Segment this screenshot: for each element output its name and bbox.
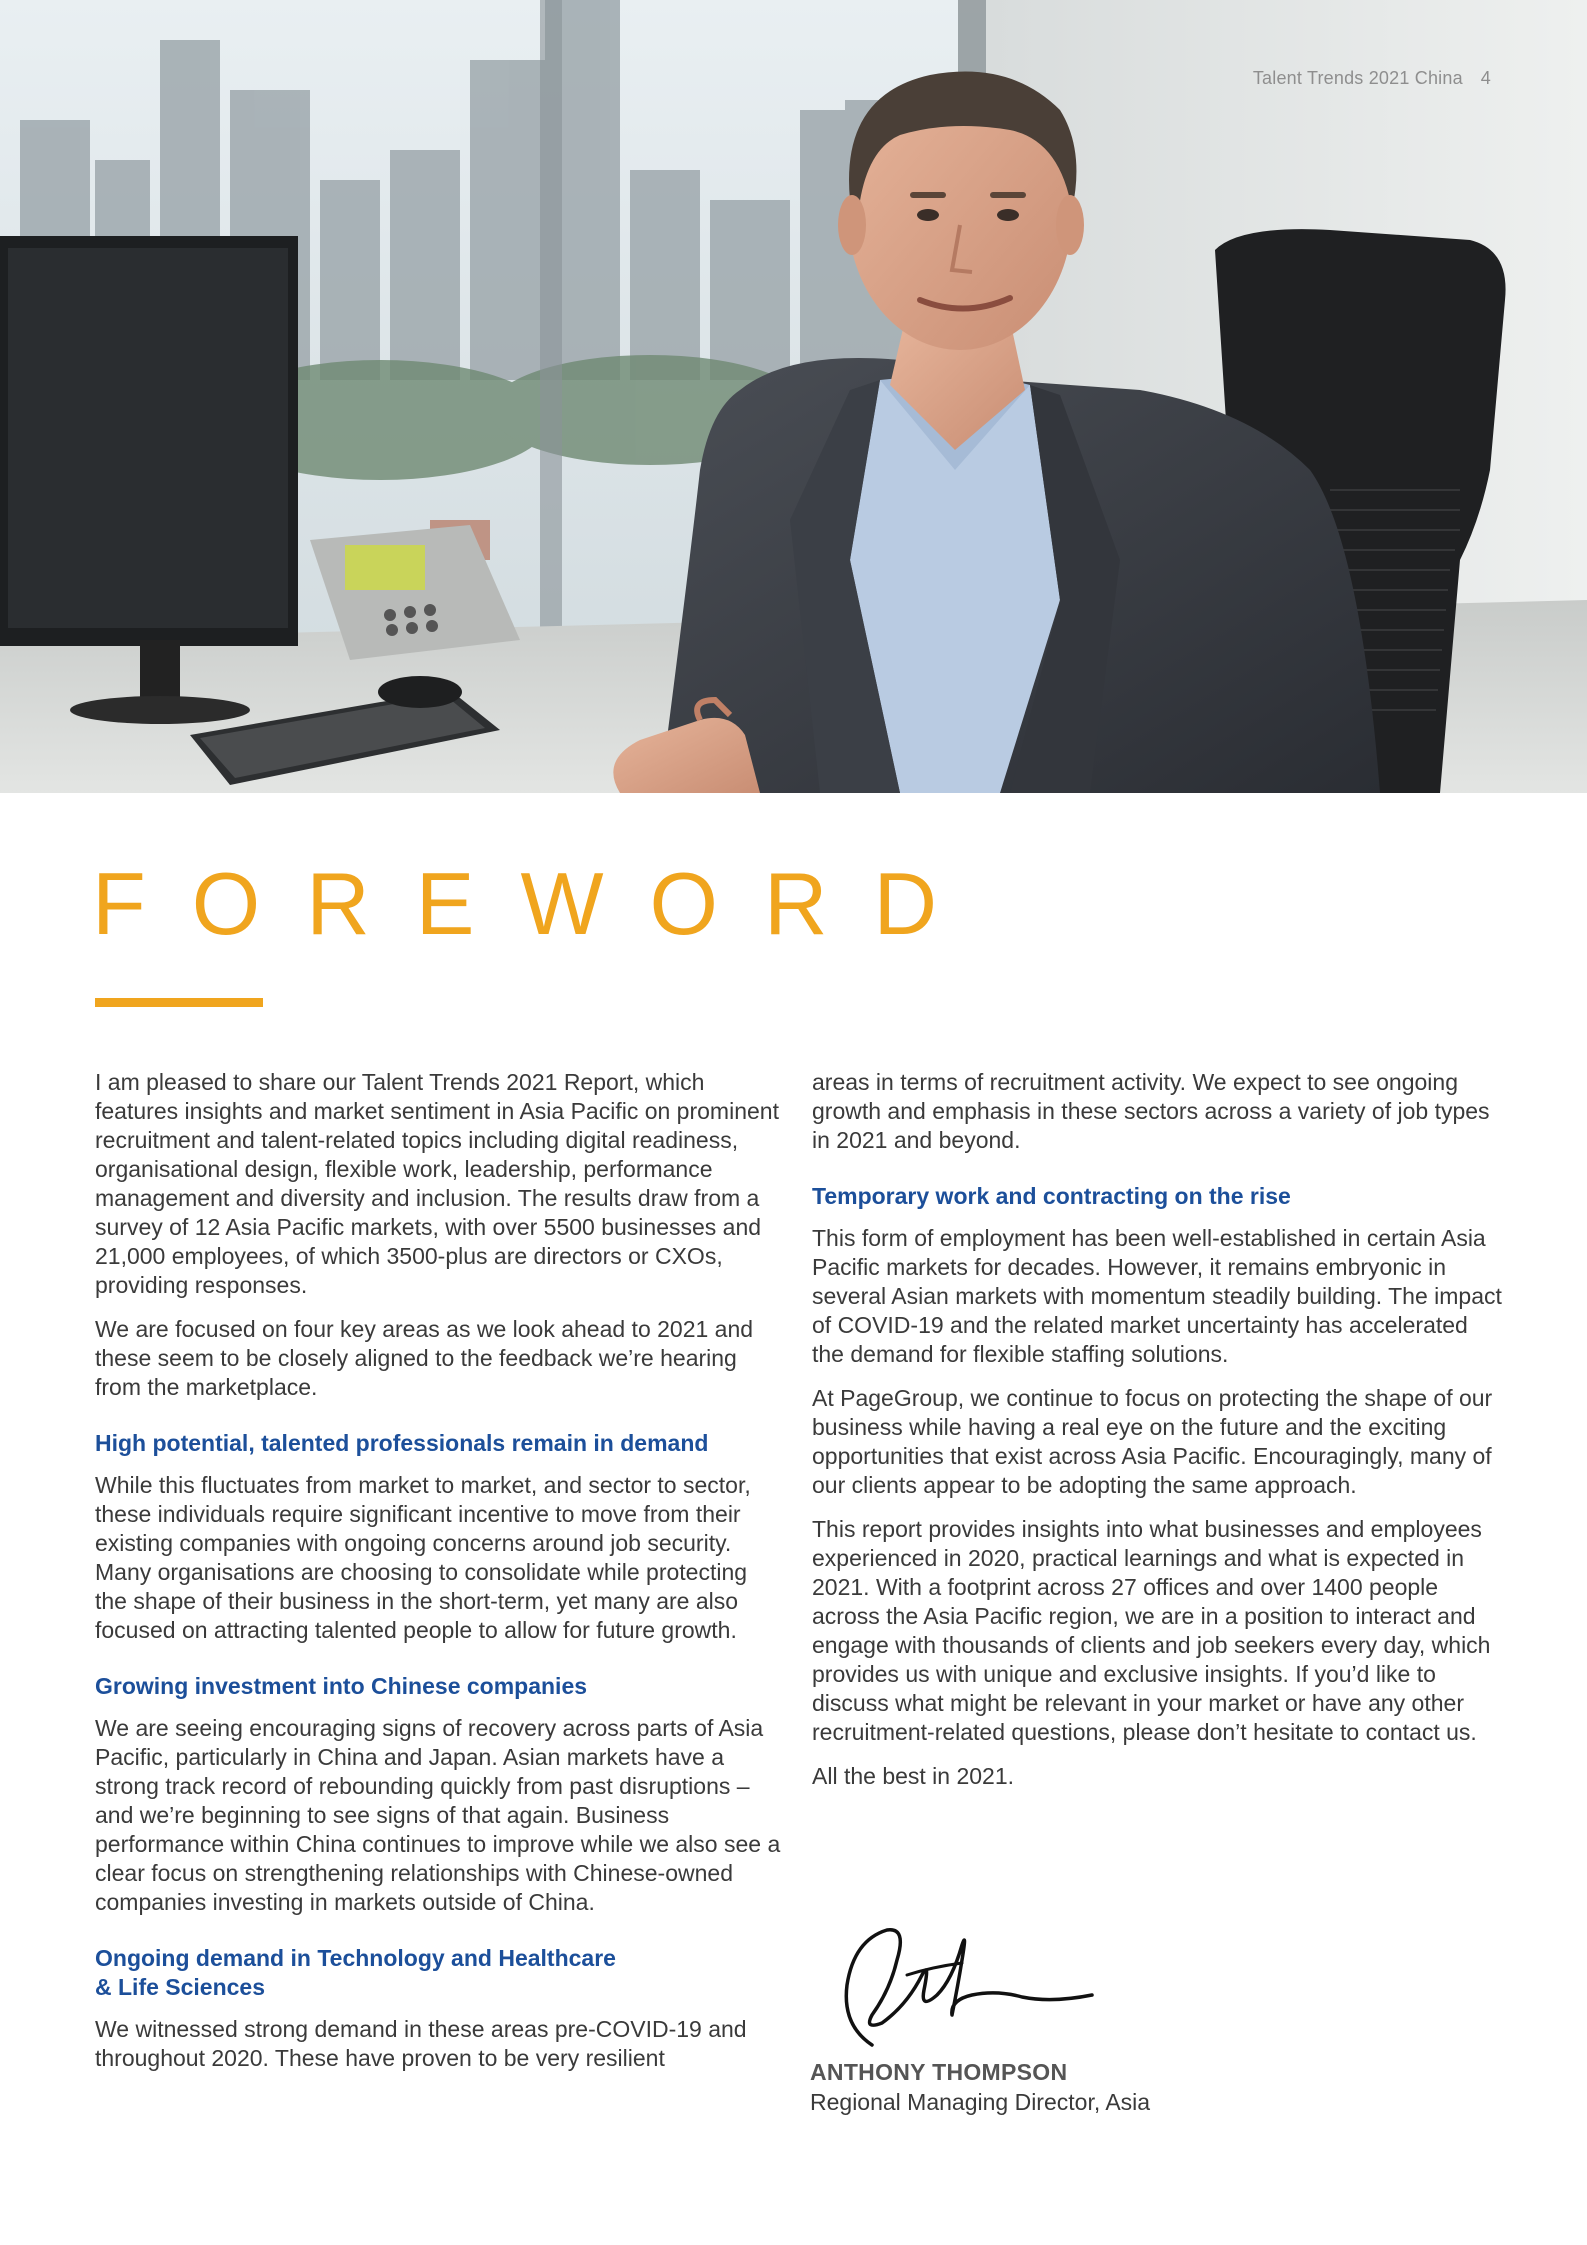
report-title: Talent Trends 2021 China bbox=[1252, 68, 1463, 88]
section-heading-talent: High potential, talented professionals remain in demand bbox=[95, 1430, 709, 1456]
intro-paragraph: I am pleased to share our Talent Trends 2021 Report, which features insights and market sentiment in Asia Pacific on prominent recruitment and talent-related topics including digital readiness, organisational design, flexible work, leadership, performance management and diversity and inclusion. The results draw from a survey of 12 Asia Pacific markets, with over 5500 businesses and 21,000 employees, of which 3500-plus are directors or CXOs, providing responses. bbox=[95, 1069, 779, 1298]
section-heading-technology bbox=[95, 1944, 785, 2002]
technology-paragraph: We witnessed strong demand in these areas pre-COVID-19 and throughout 2020. These have proven to be very resilient bbox=[95, 2016, 747, 2071]
page-header bbox=[1253, 68, 1491, 89]
section-heading-investment: Growing investment into Chinese companies bbox=[95, 1673, 588, 1699]
focus-paragraph: We are focused on four key areas as we look ahead to 2021 and these seem to be closely aligned to the feedback we’re hearing from the marketplace. bbox=[95, 1316, 754, 1400]
technology-heading-line-1: Ongoing demand in Technology and Healthcare bbox=[95, 1945, 616, 1971]
signatory-name: ANTHONY THOMPSON bbox=[810, 2059, 1068, 2085]
talent-paragraph: While this fluctuates from market to market, and sector to sector, these individuals require significant incentive to move from their existing companies with ongoing concerns around job security. Many organisations are choosing to consolidate while protecting the shape of their business in the short-term, yet many are also focused on attracting talented people to allow for future growth. bbox=[95, 1472, 751, 1643]
left-column bbox=[95, 1068, 785, 2088]
investment-paragraph: We are seeing encouraging signs of recovery across parts of Asia Pacific, particularly in China and Japan. Asian markets have a strong track record of rebounding quickly from past disruptions – and we’re beginning to see signs of that again. Business performance within China continues to improve while we also see a clear focus on strengthening relationships with Chinese-owned companies investing in markets outside of China. bbox=[95, 1715, 781, 1915]
report-paragraph: This report provides insights into what businesses and employees experienced in 2020, practical learnings and what is expected in 2021. With a footprint across 27 offices and over 1400 people across the Asia Pacific region, we are in a position to interact and engage with thousands of clients and job seekers every day, which provides us with unique and exclusive insights. If you’d like to discuss what might be relevant in your market or have any other recruitment-related questions, please don’t hesitate to contact us. bbox=[812, 1516, 1491, 1745]
pagegroup-paragraph: At PageGroup, we continue to focus on protecting the shape of our business while having a real eye on the future and the exciting opportunities that exist across Asia Pacific. Encouragingly, many of our clients appear to be adopting the same approach. bbox=[812, 1385, 1493, 1498]
technology-heading-line-2: & Life Sciences bbox=[95, 1974, 266, 2000]
hero-photo-illustration bbox=[0, 0, 1587, 793]
hero-photo bbox=[0, 0, 1587, 793]
handwritten-signature bbox=[812, 1905, 1102, 2055]
title-underline bbox=[95, 998, 263, 1007]
section-heading-temporary-work: Temporary work and contracting on the rise bbox=[812, 1183, 1291, 1209]
technology-paragraph-continued: areas in terms of recruitment activity. We expect to see ongoing growth and emphasis in these sectors across a variety of job types in 2021 and beyond. bbox=[812, 1069, 1490, 1153]
signatory-role: Regional Managing Director, Asia bbox=[810, 2089, 1151, 2115]
page-number: 4 bbox=[1480, 68, 1491, 88]
temporary-work-paragraph: This form of employment has been well-established in certain Asia Pacific markets for decades. However, it remains embryonic in several Asian markets with momentum steadily building. The impact of COVID-19 and the related market uncertainty has accelerated the demand for flexible staffing solutions. bbox=[812, 1225, 1502, 1367]
page-title: FOREWORD bbox=[92, 854, 984, 953]
right-column bbox=[812, 1068, 1502, 1806]
closing-line: All the best in 2021. bbox=[812, 1763, 1015, 1789]
